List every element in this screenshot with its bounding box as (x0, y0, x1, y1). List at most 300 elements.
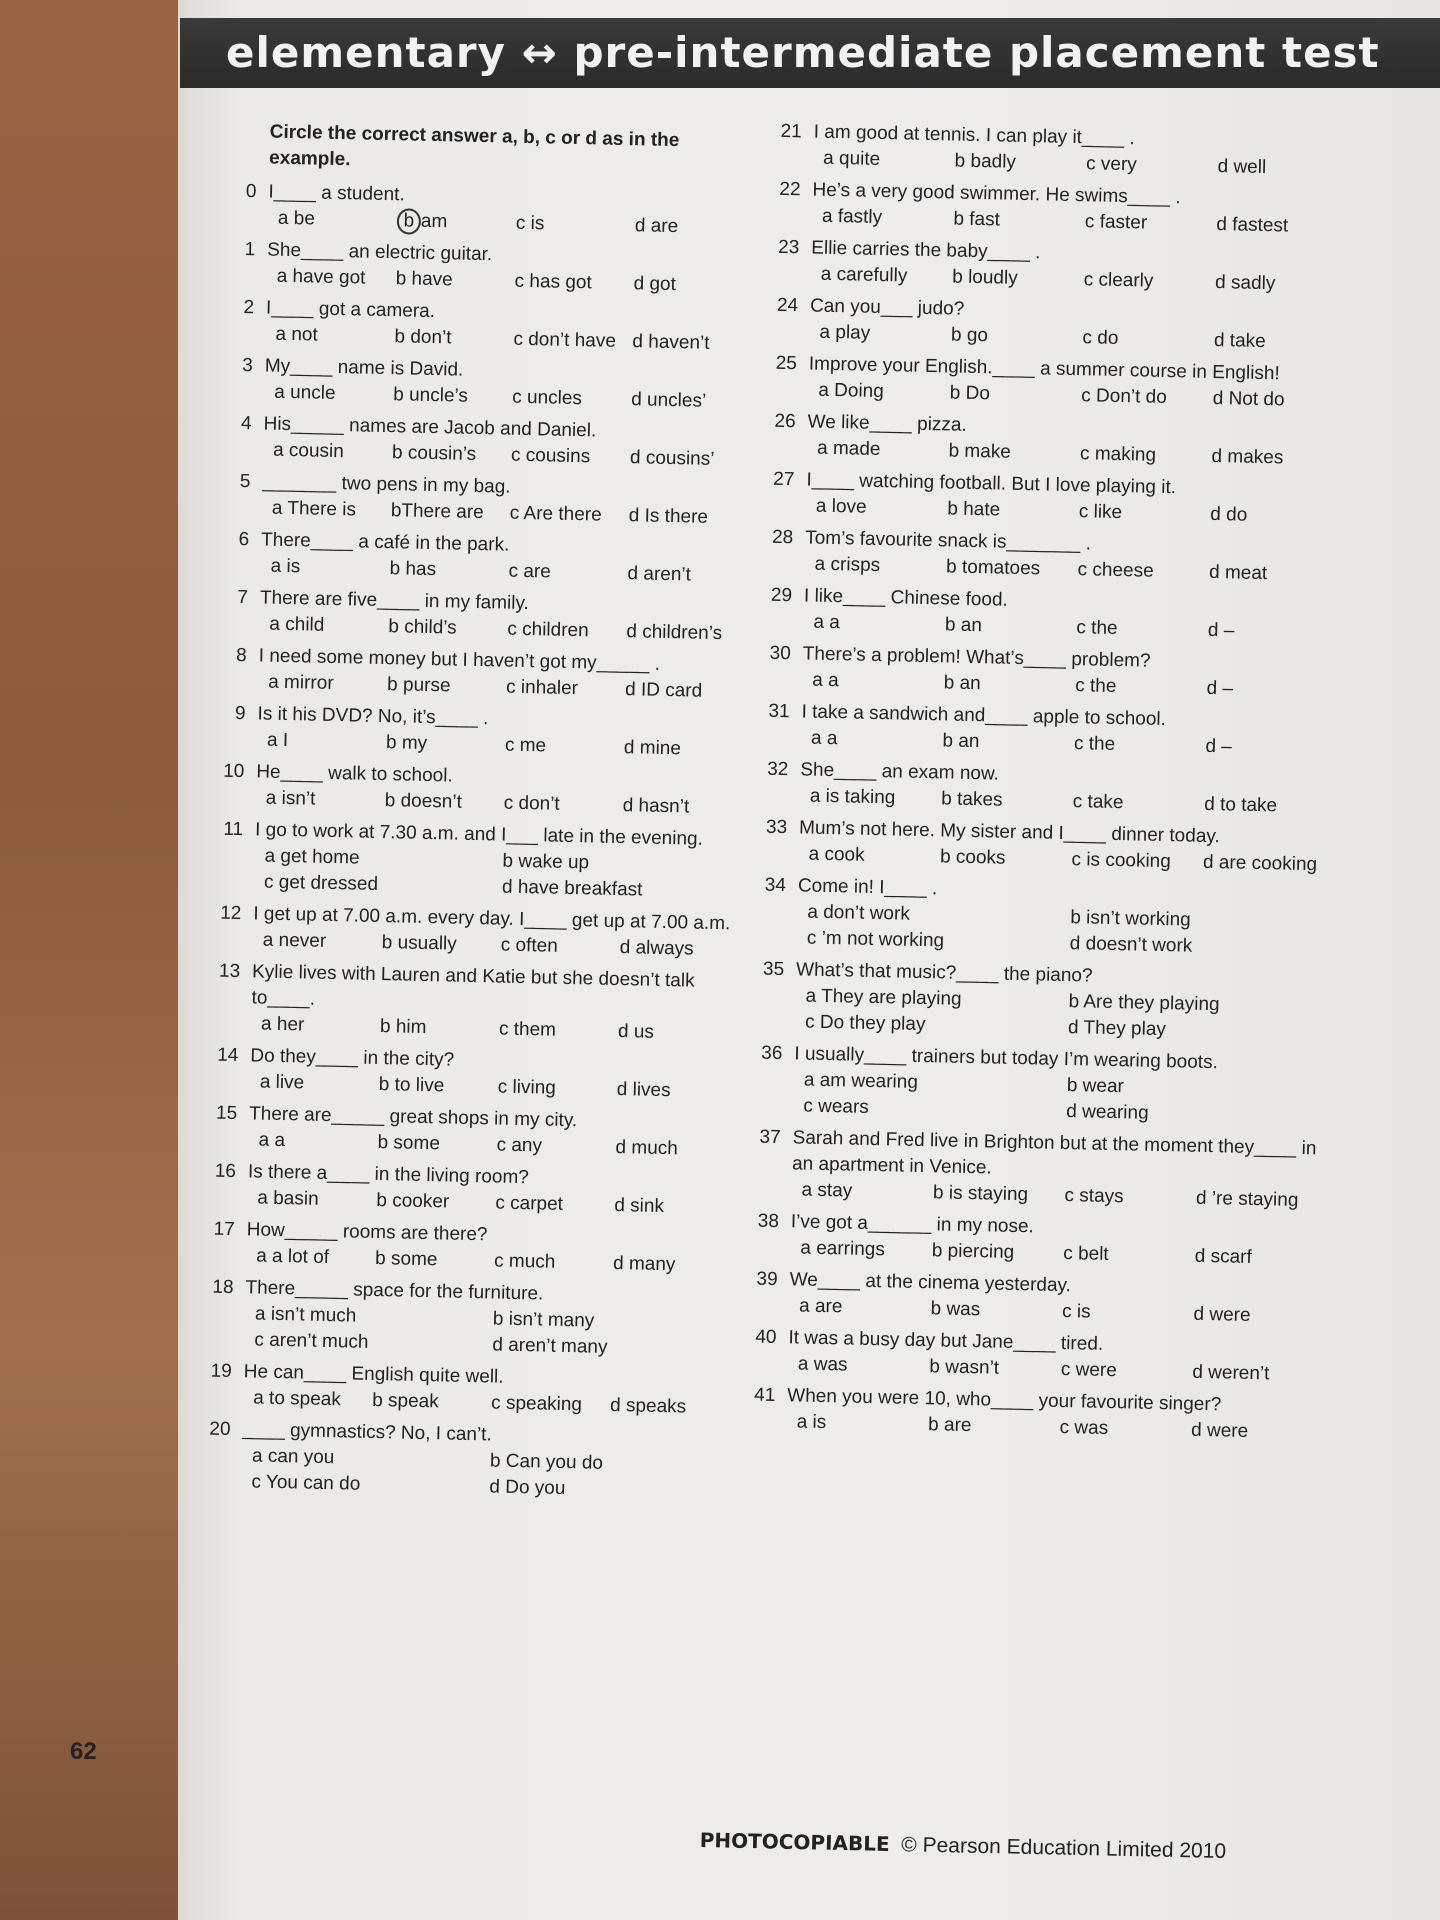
question-text: How_____ rooms are there? (246, 1219, 488, 1246)
question-38 (716, 1208, 1327, 1273)
answer-option[interactable]: b child’s (388, 616, 457, 639)
answer-option[interactable]: b isn’t many (492, 1308, 595, 1332)
answer-option[interactable]: d were (1190, 1419, 1249, 1442)
question-number: 10 (222, 760, 245, 783)
question-32 (726, 756, 1337, 821)
question-16 (173, 1158, 734, 1222)
answer-option[interactable]: c wears (803, 1095, 869, 1118)
answer-option[interactable]: a quite (822, 147, 881, 170)
question-text: He’s a very good swimmer. He swims____ . (812, 179, 1181, 209)
question-text: Mum’s not here. My sister and I____ dinner today. (798, 817, 1220, 848)
answer-option[interactable]: a live (259, 1071, 305, 1094)
answer-option[interactable]: d speaks (609, 1394, 687, 1418)
answer-option[interactable]: b some (377, 1132, 441, 1155)
question-number: 32 (767, 758, 789, 781)
question-number: 7 (237, 586, 249, 609)
answer-option[interactable]: d – (1206, 677, 1234, 700)
answer-option[interactable]: c any (496, 1134, 543, 1157)
question-number: 3 (242, 355, 254, 377)
answer-option[interactable]: b hate (947, 498, 1001, 521)
answer-option[interactable]: a her (260, 1013, 305, 1036)
question-text: Is there a____ in the living room? (247, 1161, 530, 1189)
answer-option[interactable]: c is (1061, 1301, 1091, 1323)
answer-option[interactable]: a Doing (818, 379, 885, 403)
answer-option[interactable]: b speak (371, 1389, 439, 1413)
question-20 (167, 1416, 729, 1506)
question-number: 16 (214, 1160, 237, 1183)
question-27 (732, 466, 1343, 531)
answer-option[interactable]: b an (943, 672, 981, 695)
question-text: Sarah and Fred live in Brighton but at the moment they____ in an apartment in Venice. (791, 1127, 1317, 1179)
answer-option[interactable]: d ’re staying (1195, 1187, 1299, 1211)
answer-options (264, 844, 741, 906)
answer-option[interactable]: c me (504, 734, 547, 757)
answer-option[interactable]: d Do you (489, 1476, 566, 1500)
answer-option[interactable]: b have (395, 268, 453, 291)
question-text: Come in! I____ . (797, 875, 938, 900)
answer-option[interactable]: c has got (514, 270, 592, 294)
answer-option[interactable]: a don’t work (807, 901, 911, 925)
question-number: 4 (240, 413, 252, 435)
answer-option[interactable]: c making (1079, 443, 1157, 466)
answer-option[interactable]: c were (1060, 1358, 1118, 1382)
answer-option[interactable]: c stays (1064, 1185, 1124, 1208)
answer-option[interactable]: b takes (941, 788, 1003, 811)
answer-option[interactable]: c very (1085, 153, 1138, 176)
question-number: 19 (210, 1360, 232, 1383)
answer-option[interactable]: a is (796, 1411, 827, 1434)
question-number: 23 (777, 236, 800, 259)
question-number: 22 (779, 178, 801, 201)
question-number: 27 (773, 468, 795, 491)
answer-option[interactable]: a mirror (267, 671, 334, 695)
answer-option[interactable]: c the (1076, 617, 1118, 640)
answer-option[interactable]: c was (1059, 1416, 1109, 1439)
answer-option[interactable]: a to speak (252, 1387, 342, 1411)
answer-option[interactable]: b cooker (376, 1190, 450, 1213)
answer-options (251, 1443, 728, 1505)
answer-option[interactable]: a carefully (820, 263, 908, 287)
answer-option[interactable]: a get home (264, 845, 360, 869)
answer-option[interactable]: b badly (954, 150, 1017, 173)
question-17 (172, 1216, 733, 1280)
answer-option[interactable]: c cheese (1077, 559, 1154, 582)
question-37 (717, 1124, 1328, 1215)
question-text: When you were 10, who____ your favourite singer? (787, 1385, 1222, 1416)
question-text: Improve your English.____ a summer course in English! (808, 353, 1280, 385)
question-text: _______ two pens in my bag. (262, 471, 511, 498)
page-title: elementary ↔ pre-intermediate placement test (226, 28, 1380, 77)
answer-option[interactable]: c often (500, 934, 559, 957)
answer-option[interactable]: b loudly (951, 266, 1018, 289)
answer-option[interactable]: d wearing (1066, 1101, 1149, 1124)
question-text: I get up at 7.00 a.m. every day. I____ get up at 7.00 a.m. (253, 903, 731, 935)
question-number: 21 (780, 120, 802, 143)
question-11 (180, 816, 742, 906)
question-text: ____ gymnastics? No, I can’t. (242, 1419, 492, 1446)
question-text: She____ an exam now. (800, 759, 1000, 785)
question-number: 20 (209, 1418, 231, 1441)
answer-option[interactable]: d – (1207, 619, 1235, 642)
question-25 (734, 350, 1345, 415)
answer-option[interactable]: b wear (1066, 1075, 1125, 1098)
answer-option[interactable]: d to take (1204, 793, 1278, 817)
answer-option[interactable]: b was (930, 1298, 981, 1321)
question-text: I am good at tennis. I can play it____ . (813, 121, 1135, 150)
question-15 (174, 1100, 735, 1164)
question-6 (186, 526, 747, 590)
answer-option[interactable]: b has (389, 558, 437, 581)
question-text: I like____ Chinese food. (803, 585, 1009, 611)
answer-option[interactable] (397, 208, 517, 236)
question-text: Can you___ judo? (809, 295, 965, 320)
question-text: It was a busy day but Jane____ tired. (788, 1327, 1104, 1355)
question-number: 38 (757, 1210, 780, 1233)
question-text: My____ name is David. (264, 355, 464, 381)
question-text: Do they____ in the city? (250, 1045, 455, 1071)
answer-option[interactable]: c faster (1084, 211, 1148, 234)
answer-option[interactable]: a is taking (809, 785, 896, 809)
question-number: 40 (755, 1326, 777, 1349)
question-text: I____ got a camera. (265, 297, 436, 323)
answer-option[interactable]: b my (385, 732, 428, 754)
answer-option[interactable]: d haven’t (632, 331, 710, 354)
answer-option[interactable]: d children’s (626, 621, 723, 645)
question-1 (192, 236, 753, 300)
left-column (167, 118, 756, 1511)
question-33 (724, 814, 1335, 879)
question-number: 25 (775, 352, 798, 375)
question-number: 36 (761, 1042, 783, 1065)
question-text: I____ a student. (268, 181, 405, 206)
question-number: 6 (238, 528, 250, 551)
question-9 (183, 700, 744, 764)
answer-option[interactable]: a a (810, 727, 838, 750)
answer-option[interactable]: d have breakfast (501, 876, 643, 901)
answer-option[interactable]: c are (508, 560, 552, 583)
answer-option[interactable]: a have got (276, 265, 366, 289)
answer-option[interactable]: c them (498, 1018, 557, 1041)
question-22 (738, 176, 1349, 241)
question-number: 1 (244, 239, 256, 261)
answer-option[interactable]: a be (277, 207, 316, 230)
question-text: I usually____ trainers but today I’m wearing boots. (794, 1043, 1219, 1074)
question-2 (191, 294, 752, 358)
answer-option[interactable]: b are (927, 1414, 972, 1437)
answer-option[interactable]: a isn’t much (254, 1303, 357, 1327)
question-0 (194, 178, 755, 242)
question-number: 9 (234, 702, 246, 725)
answer-option[interactable]: b wake up (502, 850, 590, 874)
question-text: We____ at the cinema yesterday. (789, 1269, 1072, 1297)
answer-option[interactable]: c is cooking (1071, 849, 1172, 873)
answer-option[interactable]: c uncles (512, 386, 583, 410)
answer-option[interactable]: d Is there (628, 505, 709, 528)
answer-option[interactable]: d hasn’t (622, 795, 690, 818)
question-number: 30 (769, 642, 792, 665)
page-number: 62 (70, 1738, 97, 1765)
answer-option[interactable]: d mine (623, 737, 682, 760)
question-text: There____ a café in the park. (260, 529, 510, 556)
answer-option[interactable]: c don’t have (513, 328, 617, 352)
answer-option[interactable]: c cousins (510, 444, 591, 468)
answer-option[interactable]: a a (812, 669, 839, 692)
answer-option[interactable]: c do (1082, 327, 1119, 349)
question-14 (176, 1042, 737, 1106)
answer-option[interactable]: a was (797, 1353, 848, 1376)
question-text: Is it his DVD? No, it’s____ . (257, 703, 489, 730)
answer-option[interactable]: a They are playing (805, 985, 962, 1010)
answer-option[interactable]: c much (493, 1250, 556, 1273)
question-34 (723, 872, 1334, 963)
question-text: There’s a problem! What’s____ problem? (802, 643, 1151, 672)
answer-option[interactable]: c is (515, 212, 545, 235)
answer-options (803, 1068, 1330, 1131)
answer-option[interactable]: d weren’t (1192, 1361, 1270, 1385)
answer-option[interactable]: d do (1210, 503, 1248, 526)
answer-option[interactable]: d – (1205, 735, 1233, 758)
answer-option[interactable]: c Don’t do (1081, 385, 1168, 408)
answer-option[interactable]: d doesn’t work (1069, 933, 1193, 957)
answer-option[interactable]: d got (633, 273, 677, 296)
answer-option[interactable]: b don’t (394, 326, 452, 349)
question-text: He can____ English quite well. (243, 1361, 504, 1388)
answer-option[interactable]: b Can you do (489, 1450, 604, 1474)
photocopiable-label: PHOTOCOPIABLE (699, 1828, 890, 1856)
answer-option[interactable]: d cousins’ (629, 447, 715, 470)
answer-option[interactable]: a a lot of (255, 1245, 330, 1269)
question-number: 2 (243, 297, 255, 319)
answer-option[interactable]: c living (497, 1076, 557, 1099)
answer-option-text: am (420, 210, 448, 233)
answer-option[interactable]: c carpet (495, 1192, 564, 1215)
question-number: 29 (770, 584, 793, 607)
answer-option[interactable]: a made (816, 437, 881, 461)
answer-option[interactable]: d aren’t many (492, 1334, 608, 1358)
question-26 (733, 408, 1344, 473)
answer-option[interactable]: d Not do (1212, 387, 1285, 411)
answer-option[interactable]: d are (634, 215, 679, 238)
answer-option[interactable]: d well (1217, 156, 1267, 179)
question-24 (735, 292, 1346, 357)
answer-option[interactable]: c aren’t much (254, 1329, 369, 1353)
question-text: What’s that music?____ the piano? (795, 959, 1093, 987)
answer-option[interactable]: a am wearing (803, 1069, 919, 1093)
answer-option[interactable]: b an (944, 614, 983, 637)
answer-option[interactable]: b is staying (932, 1182, 1029, 1206)
answer-option[interactable]: d much (615, 1137, 679, 1160)
answer-option[interactable]: b uncle’s (393, 384, 469, 407)
answer-option[interactable]: a isn’t (265, 787, 316, 810)
answer-option[interactable]: b wasn’t (929, 1356, 1000, 1379)
answer-option[interactable]: a is (270, 555, 301, 578)
answer-option[interactable]: d take (1213, 329, 1266, 353)
answer-option[interactable]: a stay (801, 1179, 853, 1202)
answer-option[interactable]: d lives (616, 1079, 671, 1102)
question-text: Kylie lives with Lauren and Katie but she doesn’t talk to____. (251, 961, 695, 1010)
question-number: 15 (215, 1102, 238, 1125)
circled-answer-mark: b (397, 208, 422, 234)
answer-option[interactable]: b cooks (939, 846, 1006, 869)
answer-option[interactable]: b usually (381, 932, 457, 955)
question-text: I need some money but I haven’t got my_____ . (258, 645, 661, 675)
question-text: I____ watching football. But I love playing it. (806, 469, 1177, 499)
question-number: 34 (764, 874, 787, 897)
answer-option[interactable]: b isn’t working (1070, 907, 1191, 931)
question-text: He____ walk to school. (256, 761, 453, 787)
answer-option[interactable]: a cousin (272, 439, 345, 463)
question-text: She____ an electric guitar. (267, 239, 493, 266)
answer-option[interactable]: c don’t (503, 792, 560, 815)
answer-option[interactable]: a uncle (274, 381, 336, 404)
desk-background (0, 0, 178, 1920)
question-number: 17 (213, 1218, 235, 1241)
answer-option[interactable]: a crisps (814, 553, 881, 577)
answer-option[interactable]: d were (1193, 1303, 1251, 1326)
question-39 (715, 1266, 1326, 1331)
question-40 (714, 1324, 1325, 1389)
question-13 (177, 958, 739, 1048)
answer-option[interactable]: c belt (1063, 1243, 1109, 1265)
answer-option[interactable]: d sink (614, 1195, 665, 1218)
answer-option[interactable]: d many (612, 1252, 676, 1276)
question-text: There are_____ great shops in my city. (248, 1103, 578, 1132)
answer-option[interactable]: a a (258, 1129, 286, 1152)
answer-option[interactable]: c children (507, 618, 589, 642)
question-number: 11 (223, 818, 244, 841)
answer-option[interactable]: a fastly (821, 205, 883, 228)
answer-option[interactable]: b tomatoes (945, 556, 1041, 580)
question-3 (190, 352, 751, 416)
answer-option[interactable]: b make (948, 440, 1012, 463)
answer-option[interactable]: b an (942, 730, 980, 753)
answer-option[interactable]: d They play (1067, 1017, 1167, 1041)
answer-options (254, 1301, 731, 1363)
answer-option[interactable]: c the (1074, 675, 1117, 698)
question-text: Ellie carries the baby____ . (811, 237, 1041, 264)
question-number: 24 (776, 294, 799, 317)
question-4 (189, 410, 750, 474)
question-number: 39 (756, 1268, 778, 1291)
answer-option[interactable]: d scarf (1194, 1245, 1253, 1268)
answer-option[interactable]: d sadly (1214, 271, 1276, 295)
answer-option[interactable]: c Are there (509, 502, 602, 526)
answer-option[interactable]: b go (950, 324, 989, 347)
answer-option[interactable]: c You can do (251, 1471, 361, 1495)
answer-option[interactable]: b him (379, 1016, 427, 1039)
question-5 (188, 468, 749, 532)
answer-option[interactable]: b piercing (931, 1240, 1015, 1263)
question-text: We like____ pizza. (807, 411, 967, 436)
answer-option[interactable]: a can you (251, 1445, 335, 1469)
answer-option[interactable]: b Do (949, 382, 991, 405)
question-number: 37 (759, 1126, 781, 1149)
copyright-text: © Pearson Education Limited 2010 (901, 1833, 1227, 1864)
question-8 (184, 642, 745, 706)
answer-option[interactable]: a There is (271, 497, 357, 521)
question-19 (169, 1358, 730, 1422)
right-column (712, 118, 1350, 1452)
answer-option[interactable]: b fast (953, 208, 1001, 231)
answer-option[interactable]: a not (275, 323, 318, 346)
answer-option[interactable]: c inhaler (505, 676, 579, 700)
answer-option[interactable]: a love (815, 495, 867, 518)
question-number: 12 (219, 902, 242, 925)
answer-option[interactable]: c ’m not working (806, 927, 945, 952)
answer-option[interactable]: b to live (378, 1074, 445, 1097)
question-12 (179, 900, 740, 964)
question-35 (721, 956, 1332, 1047)
answer-option[interactable]: b purse (386, 674, 451, 697)
answer-option[interactable]: c speaking (490, 1392, 583, 1416)
answer-option[interactable]: a child (269, 613, 325, 636)
question-10 (182, 758, 743, 822)
question-text: I go to work at 7.30 a.m. and I___ late in the evening. (254, 819, 704, 850)
answer-option[interactable]: c take (1072, 791, 1124, 814)
question-number: 41 (753, 1384, 776, 1407)
answer-option[interactable]: d meat (1208, 561, 1268, 585)
answer-option[interactable]: d uncles’ (630, 389, 707, 412)
answer-option[interactable]: c clearly (1083, 269, 1154, 292)
answer-option[interactable]: b some (374, 1248, 438, 1271)
question-41 (712, 1382, 1323, 1447)
answer-option[interactable]: a never (262, 929, 327, 952)
question-number: 26 (774, 410, 796, 433)
answer-option[interactable]: a play (819, 321, 871, 344)
question-text: His_____ names are Jacob and Daniel. (263, 413, 597, 442)
question-29 (729, 582, 1340, 647)
answer-option[interactable]: b cousin’s (391, 442, 477, 465)
answer-option[interactable]: bThere are (390, 500, 484, 524)
answer-option[interactable]: a a (813, 611, 841, 634)
question-number: 35 (762, 958, 785, 981)
question-number: 5 (239, 470, 251, 493)
question-text: There_____ space for the furniture. (245, 1277, 544, 1305)
answer-option[interactable]: c the (1073, 733, 1116, 755)
answer-option[interactable]: d makes (1211, 445, 1284, 469)
question-28 (730, 524, 1341, 589)
answer-option[interactable]: c Do they play (804, 1011, 926, 1036)
question-number: 13 (218, 960, 241, 983)
question-30 (728, 640, 1339, 705)
answer-option[interactable]: d are cooking (1202, 851, 1318, 876)
question-23 (736, 234, 1347, 299)
question-number: 8 (235, 644, 247, 667)
question-number: 33 (765, 816, 788, 839)
answer-option[interactable]: d aren’t (627, 563, 692, 586)
answer-option[interactable]: a earrings (800, 1237, 886, 1261)
answer-option[interactable]: c get dressed (263, 871, 379, 895)
answer-options (807, 900, 1334, 963)
question-text: Tom’s favourite snack is_______ . (804, 527, 1092, 555)
answer-option[interactable]: a are (798, 1295, 843, 1318)
question-text: There are five____ in my family. (259, 587, 530, 615)
answer-option[interactable]: a basin (257, 1187, 319, 1210)
answer-option[interactable]: a cook (808, 843, 865, 866)
answer-option[interactable]: d fastest (1216, 214, 1289, 237)
question-number: 18 (212, 1276, 234, 1299)
answer-option[interactable]: a I (266, 729, 289, 752)
question-number: 14 (217, 1044, 239, 1067)
answer-option[interactable]: c like (1078, 501, 1123, 524)
question-text: I’ve got a______ in my nose. (790, 1211, 1034, 1238)
answer-option[interactable]: b Are they playing (1068, 991, 1220, 1016)
answer-option[interactable]: d ID card (624, 679, 703, 702)
answer-option[interactable]: d us (617, 1021, 655, 1043)
answer-option[interactable]: d always (619, 937, 694, 960)
question-number: 28 (771, 526, 794, 549)
answer-option[interactable]: b doesn’t (384, 790, 463, 813)
